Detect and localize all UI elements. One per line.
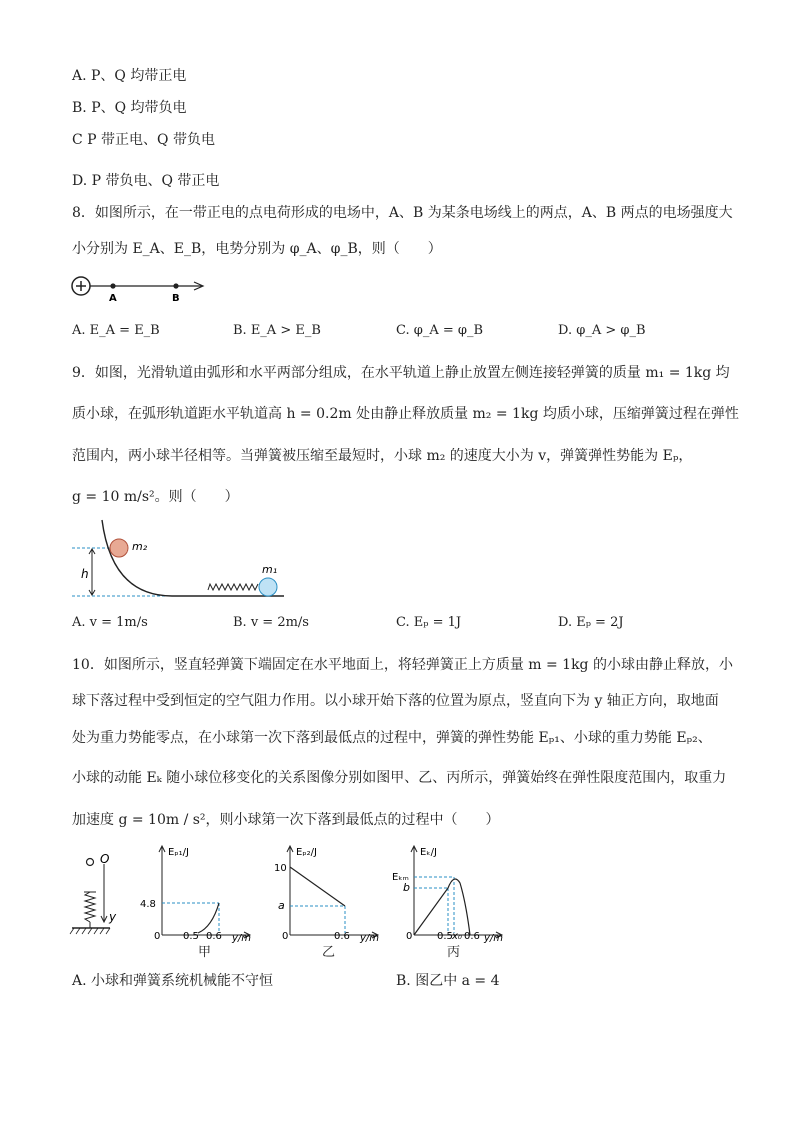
q10-option-a: A. 小球和弹簧系统机械能不守恒 (72, 973, 274, 989)
ball-m1 (259, 578, 277, 596)
q9-stem-line2: 质小球，在弧形轨道距水平轨道高 h = 0.2m 处由静止释放质量 m₂ = 1kg 均质小球，压缩弹簧过程在弹性 (72, 406, 739, 422)
q10-stem-line4: 小球的动能 Eₖ 随小球位移变化的关系图像分别如图甲、乙、丙所示，弹簧始终在弹性限度范围内，取重力 (72, 770, 727, 786)
q9-track-figure (72, 518, 292, 604)
q9-stem-line3: 范围内，两小球半径相等。当弹簧被压缩至最短时，小球 m₂ 的速度大小为 v，弹簧弹性势能为 Eₚ， (72, 448, 693, 464)
q7-option-b: B. P、Q 均带负电 (72, 100, 187, 116)
label-h: h (81, 567, 89, 581)
q8-stem-line2: 小分别为 E_A、E_B，电势分别为 φ_A、φ_B，则（ ） (72, 241, 442, 257)
q10-stem-line2: 球下落过程中受到恒定的空气阻力作用。以小球开始下落的位置为原点，竖直向下为 y 轴正方向，取地面 (72, 693, 719, 709)
q8-stem-line1: 8．如图所示，在一带正电的点电荷形成的电场中，A、B 为某条电场线上的两点，A、B 两点的电场强度大 (72, 205, 733, 221)
y-axis-label: Eₖ/J (420, 847, 437, 858)
caption-jia: 甲 (198, 945, 212, 960)
x-tick-0-6: 0.6 (206, 931, 222, 942)
q10-option-b: B. 图乙中 a = 4 (396, 973, 500, 989)
label-m1: m₁ (262, 563, 278, 576)
y-tick-a: a (278, 899, 285, 912)
y-tick-ekm: Eₖₘ (392, 872, 409, 883)
label-y: y (109, 910, 117, 924)
q9-option-d: D. Eₚ = 2J (558, 615, 624, 630)
curved-track (102, 520, 284, 596)
y-tick-4-8: 4.8 (140, 899, 156, 910)
origin-label: 0 (154, 931, 161, 942)
x-tick-0-5: 0.5 (437, 931, 453, 942)
point-b (173, 283, 178, 288)
label-o: O (100, 852, 110, 866)
spring-icon (208, 584, 258, 590)
q7-option-c: C P 带正电、Q 带负电 (72, 132, 215, 148)
caption-bing: 丙 (447, 945, 461, 960)
y-axis-label: Eₚ₂/J (296, 847, 317, 858)
q9-option-b: B. v = 2m/s (233, 615, 309, 630)
q10-stem-line3: 处为重力势能零点，在小球第一次下落到最低点的过程中，弹簧的弹性势能 Eₚ₁、小球的重力势能 Eₚ₂、 (72, 730, 712, 746)
q10-spring-figure (72, 850, 122, 940)
vertical-spring-icon (85, 892, 95, 922)
q9-option-a: A. v = 1m/s (72, 615, 148, 630)
q9-stem-line1: 9．如图，光滑轨道由弧形和水平两部分组成，在水平轨道上静止放置左侧连接轻弹簧的质量 m₁ = 1kg 均 (72, 365, 730, 381)
q7-option-a: A. P、Q 均带正电 (72, 68, 187, 84)
q9-option-c: C. Eₚ = 1J (396, 615, 462, 630)
q8-option-c: C. φ_A = φ_B (396, 323, 484, 338)
y-axis-label: Eₚ₁/J (168, 847, 189, 858)
graph-jia (140, 843, 260, 943)
label-m2: m₂ (132, 540, 148, 553)
q9-stem-line4: g = 10 m/s²。则（ ） (72, 489, 239, 505)
q10-stem-line1: 10．如图所示，竖直轻弹簧下端固定在水平地面上，将轻弹簧正上方质量 m = 1kg 的小球由静止释放，小 (72, 657, 733, 673)
x-axis-label: y/m (232, 933, 252, 944)
q8-option-d: D. φ_A > φ_B (558, 323, 646, 338)
x-axis-label: y/m (360, 933, 380, 944)
origin-label: 0 (406, 931, 413, 942)
x-tick-0-6: 0.6 (464, 931, 480, 942)
point-a (110, 283, 115, 288)
x-tick-0-5: 0.5 (183, 931, 199, 942)
ball-origin (87, 859, 94, 866)
q10-stem-line5: 加速度 g = 10m / s²，则小球第一次下落到最低点的过程中（ ） (72, 812, 500, 828)
q8-option-b: B. E_A > E_B (233, 323, 321, 338)
ball-m2 (110, 539, 128, 557)
x-tick-x0: x₀ (452, 931, 462, 942)
caption-yi: 乙 (322, 945, 336, 960)
curve-ep1 (198, 903, 219, 933)
label-a: A (109, 293, 117, 304)
label-b: B (172, 293, 180, 304)
line-ep2 (290, 867, 345, 906)
y-tick-10: 10 (274, 863, 287, 874)
curve-ek (414, 879, 470, 935)
origin-label: 0 (282, 931, 289, 942)
graph-yi (268, 843, 388, 943)
x-tick-0-6: 0.6 (334, 931, 350, 942)
x-axis-label: y/m (484, 933, 504, 944)
graph-bing (392, 843, 512, 943)
q8-option-a: A. E_A = E_B (72, 323, 160, 338)
q8-field-line-figure (70, 274, 210, 304)
q7-option-d: D. P 带负电、Q 带正电 (72, 173, 220, 189)
y-tick-b: b (403, 881, 410, 894)
